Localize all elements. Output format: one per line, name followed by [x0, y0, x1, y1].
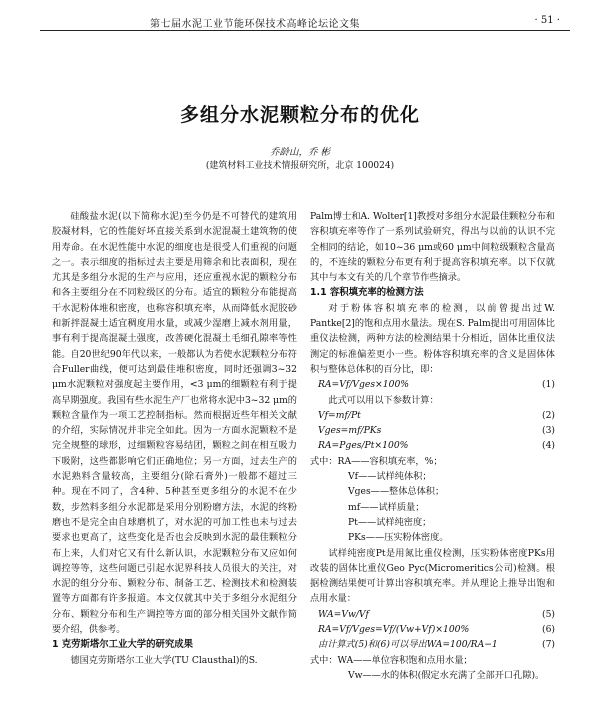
equation-5-number: (5) [541, 608, 555, 620]
equation-4-number: (4) [541, 440, 555, 452]
equation-2-number: (2) [541, 409, 555, 421]
definition-line: Vges——整体总体积； [348, 486, 445, 498]
equation-1 [310, 377, 555, 392]
definition-line: 式中：WA——单位容积饱和点用水量； [310, 654, 473, 666]
definition-line: Vw——水的体积(假定水充满了全部开口孔隙)。 [348, 669, 545, 681]
paragraph-2: 对于粉体容积填充率的检测，以前曾提出过W. Pantke[2]的饱和点用水量法。现在S. Palm提出可用固体比重仪法检测，两种方法的检测结果十分相近，固体比重仪法测定的标准偏差更小一些。粉体容积填充率的含义是固体体积与整体总体积的百分比，即： [310, 302, 555, 375]
running-header [40, 14, 570, 31]
authors: 乔龄山，乔 彬 [269, 147, 331, 158]
equation-4-body: RA=Pges/Pt×100% [318, 440, 409, 452]
equation-6-body: RA=Vf/Vges=Vf/(Vw+Vf)×100% [318, 624, 470, 636]
definition-line: PKs——压实粉体密度。 [348, 532, 449, 544]
equation-4 [310, 438, 555, 453]
equation-7 [310, 637, 555, 652]
equation-5 [310, 607, 555, 622]
left-column [52, 209, 297, 668]
definition-line: Pt——试样纯密度； [348, 516, 432, 528]
definition-line: mf——试样质量； [348, 501, 425, 513]
intro-paragraph: 硅酸盐水泥(以下简称水泥)至今仍是不可替代的建筑用胶凝材料，它的性能好坏直接关系到水泥混凝土建筑物的使用寿命。在水泥性能中水泥的细度也是很受人们重视的问题之一。表示细度的指标过去主要是用筛余和比表面积，现在尤其是多组分水泥的生产与应用，还应重视水泥的颗粒分布和各主要组分在不同粒级区的分布。适宜的颗粒分布能提高干水泥粉体堆积密度，也称容积填充率，从而降低水泥胶砂和新拌混凝土适宜稠度用水量，或减少湿磨上减水剂用量，事有利于提高混凝土强度，改善硬化混凝土毛细孔隙率等性能。自20世纪90年代以来，一般都认为若使水泥颗粒分布符合Fuller曲线，便可达到最佳堆积密度，同时还强调3~32 μm水泥颗粒对强度起主要作用，<3 μm的细颗粒有利于提高早期强度。我国有些水泥生产厂也常将水泥中3~32 μm的颗粒含量作为一项工艺控制指标。然而根据近些年相关文献的介绍，实际情况并非完全如此。因为一方面水泥颗粒不是完全规整的球形，过细颗粒容易结团，颗粒之间在相互吸力下吸附，这些都影响它们正确地位；另一方面，过去生产的水泥熟料含量较高，主要组分(除石膏外)一般都不超过三种。现在不同了，含4种、5种甚至更多组分的水泥不在少数，步然料多组分水泥都是采用分别粉磨方法，水泥的终粉磨也不是完全由自球磨机了，对水泥的可加工性也未与过去要求也更高了，这些变化是否也会反映到水泥的最佳颗粒分布上来，人们对它又有什么新认识，水泥颗粒分布又应如何调控等等，这些问题已引起水泥界科技人员很大的关注，对水泥的组分分布、颗粒分布、制备工艺、检测技术和检测装置等方面都有许多报道。本文仅就其中关于多组分水泥组分分布、颗粒分布和生产调控等方面的部分相关国外文献作简要介绍，供参考。 [52, 211, 297, 636]
equation-5-body: WA=Vw/Vf [318, 608, 369, 620]
equation-3 [310, 423, 555, 438]
paragraph-3: 试样纯密度Pt是用氮比重仪检测，压实粉体密度PKs用改装的固体比重仪Geo Pyc(Micromeritics公司)检测。根据检测结果便可计算出容积填充率。并从理论上推导出饱和点用水量： [310, 547, 555, 605]
equation-7-number: (7) [541, 639, 555, 651]
section-1-1-heading: 1.1 容积填充率的检测方法 [310, 287, 424, 299]
right-column [310, 209, 555, 683]
conference-title: 第七届水泥工业节能环保技术高峰论坛论文集 [150, 19, 360, 30]
equation-6 [310, 622, 555, 637]
equation-3-body: Vges=mf/PKs [318, 425, 382, 437]
page-number: · 51 · [534, 15, 560, 26]
equation-7-body: 由计算式(5)和(6)可以导出WA=100/RA−1 [318, 639, 498, 651]
section-1-text: 德国克劳斯塔尔工业大学(TU Clausthal)的S. [70, 654, 258, 666]
paragraph-1: Palm博士和A. Wolter[1]教授对多组分水泥最佳颗粒分布和容积填充率等作了一系列试验研究，得出与以前的认识不完全相同的结论，如10~36 μm或60 μm中间粒级颗粒含量高的，不连续的颗粒分布更有利于提高容积填充率。以下仅就其中与本文有关的几个章节作些摘录。 [310, 211, 555, 284]
definition-line: 式中：RA——容积填充率，%； [310, 455, 443, 467]
section-1-heading: 1 克劳斯塔尔工业大学的研究成果 [52, 639, 194, 651]
equation-1-body: RA=Vf/Vges×100% [318, 379, 410, 391]
equation-2-body: Vf=mf/Pt [318, 409, 361, 421]
equation-2 [310, 408, 555, 423]
definition-line: Vf——试样纯体积； [348, 471, 432, 483]
paper-title: 多组分水泥颗粒分布的优化 [179, 104, 420, 126]
equation-3-number: (3) [541, 425, 555, 437]
equation-intro: 此式可以用以下参数计算： [328, 394, 439, 406]
affiliation: (建筑材料工业技术情报研究所，北京 100024) [205, 161, 395, 171]
equation-1-number: (1) [541, 379, 555, 391]
equation-6-number: (6) [541, 624, 555, 636]
